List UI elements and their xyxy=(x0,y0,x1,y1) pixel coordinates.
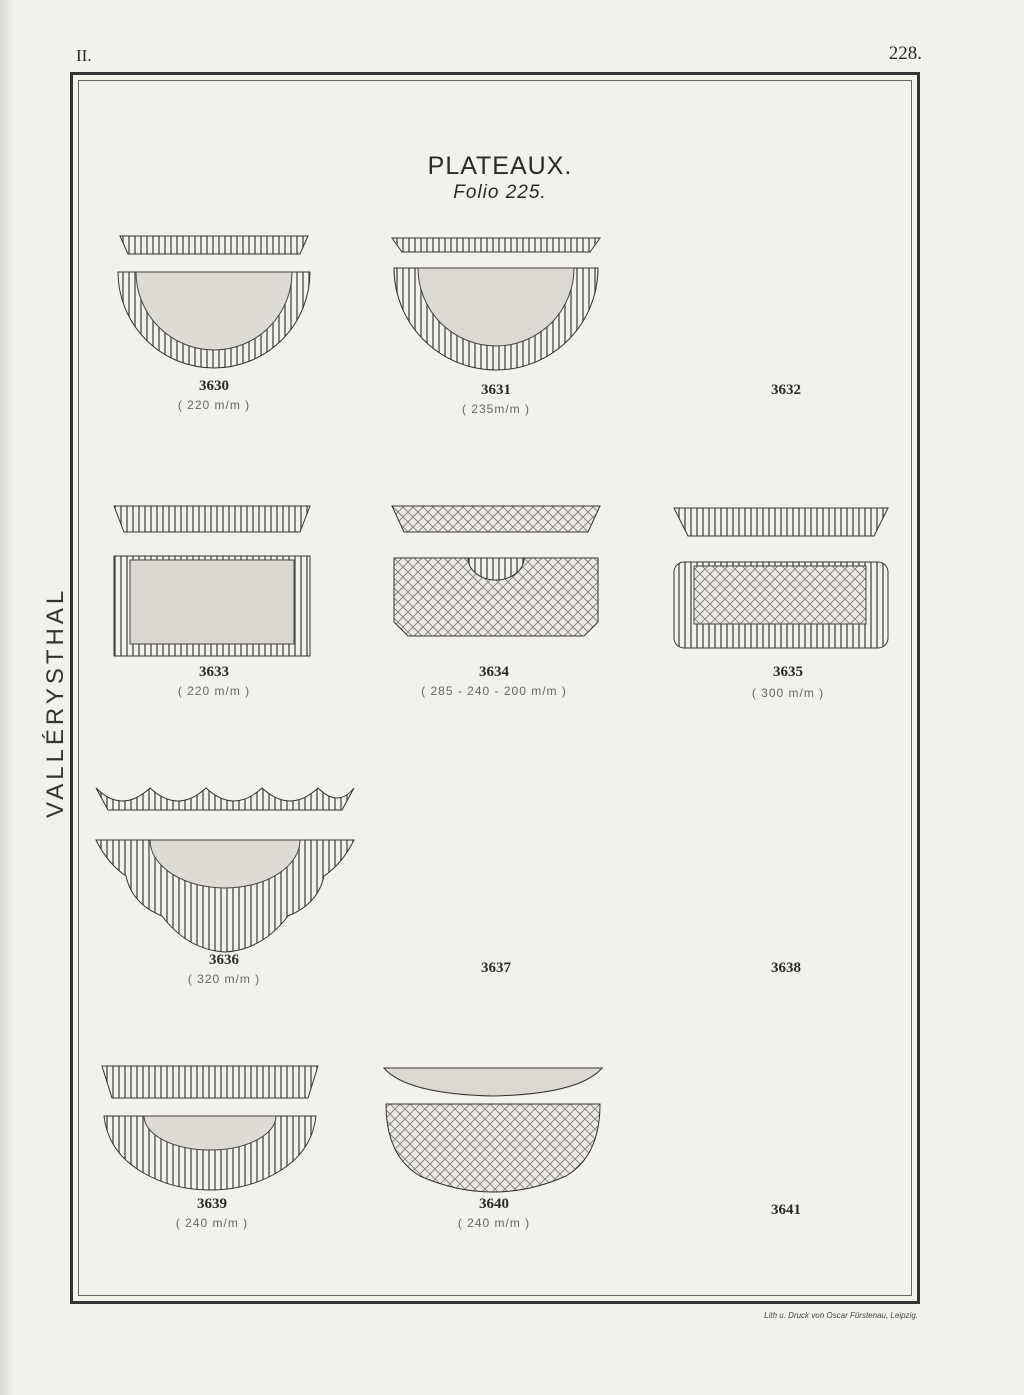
item-number-3631: 3631 xyxy=(481,382,511,398)
plate-3636-illustration xyxy=(92,784,358,956)
item-number-3634: 3634 xyxy=(479,664,509,680)
plate-3635-illustration xyxy=(670,504,892,650)
printer-credit: Lith u. Druck von Oscar Fürstenau, Leipzig. xyxy=(764,1311,918,1320)
item-number-3636: 3636 xyxy=(209,952,239,968)
plate-3640-illustration xyxy=(380,1064,606,1194)
item-size-3636: ( 320 m/m ) xyxy=(187,972,261,986)
item-size-3633: ( 220 m/m ) xyxy=(177,684,251,698)
item-size-3630: ( 220 m/m ) xyxy=(177,398,251,412)
item-number-3640: 3640 xyxy=(479,1196,509,1212)
plate-3631-illustration xyxy=(388,234,604,378)
plate-3630-illustration xyxy=(114,232,314,372)
item-size-3640: ( 240 m/m ) xyxy=(457,1216,531,1230)
binding-shadow xyxy=(0,0,14,1395)
item-size-3635: ( 300 m/m ) xyxy=(751,686,825,700)
item-number-3641: 3641 xyxy=(771,1202,801,1218)
item-number-3635: 3635 xyxy=(773,664,803,680)
plate-3633-illustration xyxy=(112,502,312,662)
plate-3634-illustration xyxy=(388,502,604,642)
item-size-3631: ( 235m/m ) xyxy=(461,402,530,416)
plate-3639-illustration xyxy=(98,1062,322,1194)
item-number-3633: 3633 xyxy=(199,664,229,680)
item-number-3638: 3638 xyxy=(771,960,801,976)
item-number-3639: 3639 xyxy=(197,1196,227,1212)
side-title: VALLÉRYSTHAL xyxy=(42,586,69,818)
page-title: PLATEAUX. xyxy=(427,152,573,180)
item-number-3630: 3630 xyxy=(199,378,229,394)
item-size-3639: ( 240 m/m ) xyxy=(175,1216,249,1230)
page-number: 228. xyxy=(888,43,922,64)
page-subtitle: Folio 225. xyxy=(453,182,547,203)
item-size-3634: ( 285 - 240 - 200 m/m ) xyxy=(421,684,567,698)
item-number-3637: 3637 xyxy=(481,960,511,976)
section-label: II. xyxy=(76,46,92,65)
item-number-3632: 3632 xyxy=(771,382,801,398)
